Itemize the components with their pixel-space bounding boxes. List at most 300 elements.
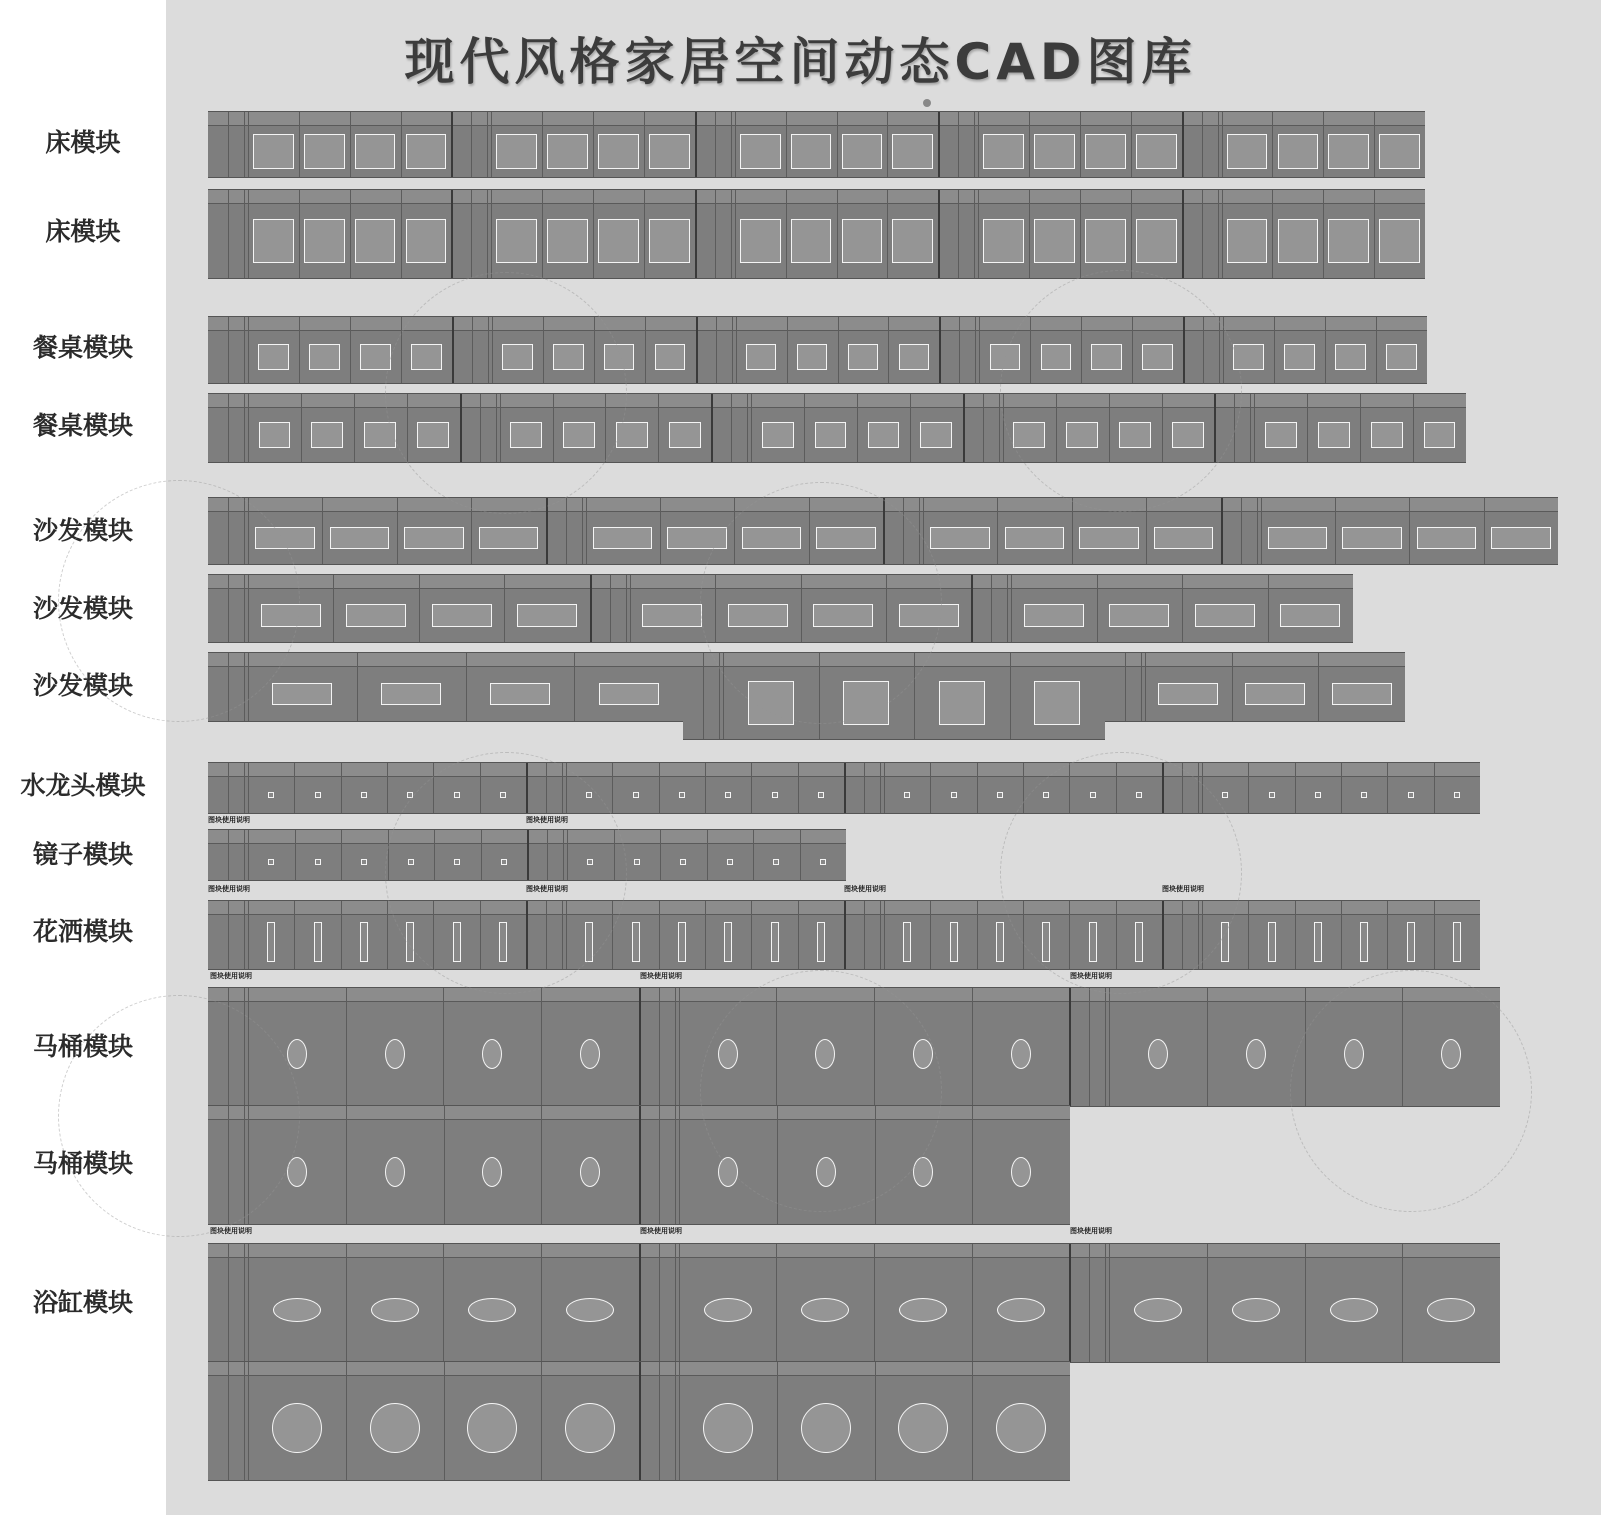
bed-block-icon [843, 681, 889, 725]
column-divider [978, 112, 979, 177]
strip-header [208, 394, 1466, 408]
column-divider [248, 190, 249, 278]
column-divider [1218, 112, 1219, 177]
column-divider [294, 763, 295, 813]
sofa-block-icon [1109, 604, 1169, 626]
column-divider [248, 901, 249, 969]
toilet-block-icon [482, 1039, 502, 1069]
column-divider [731, 394, 732, 462]
column-divider [1182, 901, 1183, 969]
column-divider [1360, 394, 1361, 462]
block-caption: 图块使用说明 [1162, 885, 1204, 893]
column-divider [857, 394, 858, 462]
table-block-icon [553, 344, 584, 370]
toilet-block-icon [1246, 1039, 1266, 1069]
cad-strip [208, 393, 1466, 463]
column-divider [228, 763, 229, 813]
group-divider [460, 394, 462, 462]
column-divider [1029, 190, 1030, 278]
group-divider [1182, 190, 1184, 278]
block-caption: 图块使用说明 [208, 885, 250, 893]
bed-block-icon [892, 134, 933, 169]
column-divider [488, 317, 489, 383]
column-divider [804, 394, 805, 462]
column-divider [736, 317, 737, 383]
column-divider [357, 653, 358, 721]
column-divider [244, 901, 245, 969]
column-divider [228, 653, 229, 721]
column-divider [244, 988, 245, 1106]
sofa-block-icon [255, 527, 315, 549]
table-block-icon [604, 344, 635, 370]
shower-block-icon [678, 922, 686, 962]
bed-block-icon [406, 219, 447, 263]
table-block-icon [360, 344, 391, 370]
column-divider [919, 498, 920, 564]
column-divider [705, 763, 706, 813]
column-divider [972, 1106, 973, 1224]
group-divider [639, 1362, 641, 1480]
column-divider [1434, 763, 1435, 813]
column-divider [716, 317, 717, 383]
column-divider [978, 190, 979, 278]
sofa-block-icon [1154, 527, 1214, 549]
column-divider [747, 394, 748, 462]
bathtub-block-icon [997, 1298, 1045, 1322]
column-divider [1202, 112, 1203, 177]
column-divider [999, 394, 1000, 462]
sofa-block-icon [813, 604, 873, 626]
column-divider [487, 190, 488, 278]
faucet-block-icon [408, 859, 414, 865]
column-divider [612, 901, 613, 969]
column-divider [346, 1244, 347, 1362]
column-divider [798, 901, 799, 969]
column-divider [434, 830, 435, 880]
shower-block-icon [724, 922, 732, 962]
column-divider [350, 190, 351, 278]
column-divider [874, 988, 875, 1106]
column-divider [481, 830, 482, 880]
bed-block-icon [304, 134, 345, 169]
table-block-icon [848, 344, 879, 370]
column-divider [444, 1106, 445, 1224]
sofa-block-icon [1280, 604, 1340, 626]
column-divider [443, 988, 444, 1106]
cad-strip [208, 1361, 1070, 1481]
bed-block-icon [1328, 134, 1369, 169]
column-divider [605, 394, 606, 462]
faucet-block-icon [268, 859, 274, 865]
bed-block-icon [253, 134, 294, 169]
column-divider [244, 575, 245, 642]
column-divider [1089, 988, 1090, 1106]
strip-header [1105, 653, 1405, 667]
column-divider [1202, 901, 1203, 969]
bed-block-icon [304, 219, 345, 263]
bed-block-icon [253, 219, 294, 263]
group-divider [938, 112, 940, 177]
table-block-icon [1172, 422, 1204, 448]
block-caption: 图块使用说明 [1070, 1227, 1112, 1235]
strip-header [208, 112, 1425, 126]
column-divider [659, 763, 660, 813]
column-divider [248, 830, 249, 880]
column-divider [958, 112, 959, 177]
shower-block-icon [453, 922, 461, 962]
column-divider [1131, 190, 1132, 278]
bed-block-icon [791, 219, 832, 263]
bed-block-icon [355, 134, 396, 169]
sofa-block-icon [261, 604, 321, 626]
faucet-block-icon [315, 859, 321, 865]
column-divider [248, 575, 249, 642]
sofa-block-icon [272, 683, 332, 706]
bed-block-icon [740, 219, 781, 263]
cad-strip [208, 652, 683, 722]
faucet-block-icon [1222, 792, 1228, 798]
bed-block-icon [1136, 219, 1177, 263]
page-title: 现代风格家居空间动态CAD图库 [404, 33, 1197, 91]
column-divider [228, 830, 229, 880]
bed-block-icon [1085, 219, 1126, 263]
column-divider [1116, 901, 1117, 969]
group-divider [939, 317, 941, 383]
table-block-icon [417, 422, 449, 448]
toilet-block-icon [385, 1039, 405, 1069]
column-divider [614, 830, 615, 880]
column-divider [884, 901, 885, 969]
bed-block-icon [598, 219, 639, 263]
column-divider [1023, 763, 1024, 813]
bed-block-icon [1379, 134, 1420, 169]
column-divider [322, 498, 323, 564]
bathtub-block-icon [565, 1403, 615, 1453]
shower-block-icon [1221, 922, 1229, 962]
faucet-block-icon [501, 859, 507, 865]
strip-header [208, 653, 683, 667]
column-divider [959, 317, 960, 383]
column-divider [751, 901, 752, 969]
column-divider [341, 901, 342, 969]
toilet-block-icon [913, 1039, 933, 1069]
faucet-block-icon [997, 792, 1003, 798]
column-divider [350, 112, 351, 177]
column-divider [228, 901, 229, 969]
shower-block-icon [1135, 922, 1143, 962]
column-divider [346, 988, 347, 1106]
bed-block-icon [547, 134, 588, 169]
column-divider [228, 394, 229, 462]
column-divider [1219, 317, 1220, 383]
column-divider [1484, 498, 1485, 564]
column-divider [997, 498, 998, 564]
faucet-block-icon [587, 859, 593, 865]
group-divider [883, 498, 885, 564]
toilet-block-icon [580, 1157, 600, 1187]
faucet-block-icon [500, 792, 506, 798]
column-divider [1387, 901, 1388, 969]
bed-block-icon [1227, 134, 1268, 169]
column-divider [563, 830, 564, 880]
block-caption: 图块使用说明 [526, 816, 568, 824]
faucet-block-icon [1408, 792, 1414, 798]
column-divider [751, 763, 752, 813]
column-divider [864, 901, 865, 969]
column-divider [1223, 317, 1224, 383]
group-divider [451, 190, 453, 278]
strip-header [683, 653, 1105, 667]
group-divider [1069, 1244, 1071, 1362]
faucet-block-icon [1315, 792, 1321, 798]
column-divider [594, 317, 595, 383]
column-divider [1182, 575, 1183, 642]
table-block-icon [1424, 422, 1456, 448]
column-divider [387, 901, 388, 969]
block-caption: 图块使用说明 [526, 885, 568, 893]
sofa-block-icon [728, 604, 788, 626]
column-divider [679, 988, 680, 1106]
column-divider [734, 498, 735, 564]
column-divider [1413, 394, 1414, 462]
block-caption: 图块使用说明 [1070, 972, 1112, 980]
sofa-block-icon [1024, 604, 1084, 626]
column-divider [244, 830, 245, 880]
column-divider [801, 575, 802, 642]
table-block-icon [920, 422, 952, 448]
toilet-block-icon [385, 1157, 405, 1187]
bed-block-icon [1034, 681, 1080, 725]
faucet-block-icon [680, 859, 686, 865]
sofa-block-icon [1195, 604, 1255, 626]
column-divider [1305, 988, 1306, 1106]
column-divider [977, 901, 978, 969]
block-caption: 图块使用说明 [210, 972, 252, 980]
column-divider [546, 901, 547, 969]
faucet-block-icon [773, 859, 779, 865]
column-divider [887, 190, 888, 278]
cad-strip [208, 316, 1427, 384]
faucet-block-icon [586, 792, 592, 798]
column-divider [930, 901, 931, 969]
block-caption: 图块使用说明 [844, 885, 886, 893]
bed-block-icon [748, 681, 794, 725]
column-divider [777, 1362, 778, 1480]
bathtub-block-icon [1427, 1298, 1475, 1322]
column-divider [1089, 1244, 1090, 1362]
column-divider [593, 112, 594, 177]
group-divider [971, 575, 973, 642]
bed-block-icon [1034, 219, 1075, 263]
table-block-icon [868, 422, 900, 448]
group-divider [639, 988, 641, 1106]
column-divider [1207, 1244, 1208, 1362]
column-divider [1003, 394, 1004, 462]
column-divider [294, 901, 295, 969]
column-divider [776, 988, 777, 1106]
column-divider [466, 653, 467, 721]
bathtub-block-icon [801, 1298, 849, 1322]
bathtub-block-icon [468, 1298, 516, 1322]
column-divider [880, 763, 881, 813]
column-divider [930, 763, 931, 813]
strip-header [208, 317, 1427, 331]
column-divider [541, 1106, 542, 1224]
bed-block-icon [1227, 219, 1268, 263]
bed-block-icon [649, 134, 690, 169]
column-divider [1056, 394, 1057, 462]
table-block-icon [510, 422, 542, 448]
row-label: 餐桌模块 [32, 333, 133, 362]
column-divider [675, 1362, 676, 1480]
shower-block-icon [1042, 922, 1050, 962]
column-divider [248, 1362, 249, 1480]
column-divider [1248, 763, 1249, 813]
bed-block-icon [791, 134, 832, 169]
table-block-icon [259, 422, 291, 448]
strip-header [208, 1244, 1500, 1258]
column-divider [837, 190, 838, 278]
sofa-block-icon [1268, 527, 1328, 549]
column-divider [228, 112, 229, 177]
group-divider [639, 1244, 641, 1362]
bathtub-block-icon [566, 1298, 614, 1322]
column-divider [553, 394, 554, 462]
column-divider [679, 1106, 680, 1224]
column-divider [1248, 901, 1249, 969]
column-divider [496, 394, 497, 462]
column-divider [1207, 988, 1208, 1106]
group-divider [451, 112, 453, 177]
table-block-icon [1386, 344, 1417, 370]
column-divider [574, 653, 575, 721]
column-divider [838, 317, 839, 383]
sofa-block-icon [479, 527, 539, 549]
row-label: 水龙头模块 [20, 771, 146, 800]
toilet-block-icon [1344, 1039, 1364, 1069]
column-divider [723, 653, 724, 739]
column-divider [1116, 763, 1117, 813]
column-divider [354, 394, 355, 462]
column-divider [1010, 653, 1011, 739]
column-divider [675, 988, 676, 1106]
sofa-block-icon [1491, 527, 1551, 549]
faucet-block-icon [1454, 792, 1460, 798]
table-block-icon [1284, 344, 1315, 370]
faucet-block-icon [1361, 792, 1367, 798]
column-divider [1323, 112, 1324, 177]
column-divider [388, 830, 389, 880]
column-divider [248, 1244, 249, 1362]
column-divider [433, 763, 434, 813]
group-divider [1162, 763, 1164, 813]
column-divider [705, 901, 706, 969]
faucet-block-icon [268, 792, 274, 798]
column-divider [1218, 190, 1219, 278]
column-divider [1141, 653, 1142, 721]
column-divider [1011, 575, 1012, 642]
column-divider [248, 653, 249, 721]
column-divider [1222, 190, 1223, 278]
column-divider [1203, 317, 1204, 383]
cad-strip [208, 829, 846, 881]
column-divider [566, 498, 567, 564]
column-divider [541, 1244, 542, 1362]
column-divider [543, 317, 544, 383]
column-divider [228, 1244, 229, 1362]
column-divider [346, 1106, 347, 1224]
bathtub-block-icon [898, 1403, 948, 1453]
toilet-block-icon [718, 1157, 738, 1187]
group-divider [1214, 394, 1216, 462]
column-divider [1250, 394, 1251, 462]
faucet-block-icon [951, 792, 957, 798]
column-divider [974, 112, 975, 177]
bed-block-icon [1328, 219, 1369, 263]
table-block-icon [797, 344, 828, 370]
column-divider [819, 653, 820, 739]
column-divider [1274, 317, 1275, 383]
column-divider [1268, 575, 1269, 642]
sofa-block-icon [1079, 527, 1139, 549]
column-divider [975, 317, 976, 383]
column-divider [645, 317, 646, 383]
faucet-block-icon [818, 792, 824, 798]
column-divider [974, 190, 975, 278]
column-divider [1069, 901, 1070, 969]
column-divider [491, 112, 492, 177]
column-divider [1241, 498, 1242, 564]
column-divider [972, 1244, 973, 1362]
column-divider [228, 988, 229, 1106]
bed-block-icon [355, 219, 396, 263]
group-divider [526, 901, 528, 969]
column-divider [612, 763, 613, 813]
column-divider [837, 112, 838, 177]
bed-block-icon [1136, 134, 1177, 169]
column-divider [1318, 653, 1319, 721]
cad-strip [208, 189, 1425, 279]
column-divider [350, 317, 351, 383]
bed-block-icon [842, 134, 883, 169]
column-divider [301, 394, 302, 462]
column-divider [703, 653, 704, 739]
cad-strip [208, 1243, 1500, 1363]
toilet-block-icon [718, 1039, 738, 1069]
column-divider [546, 763, 547, 813]
table-block-icon [563, 422, 595, 448]
bathtub-block-icon [272, 1403, 322, 1453]
column-divider [299, 317, 300, 383]
faucet-block-icon [315, 792, 321, 798]
column-divider [333, 575, 334, 642]
bed-block-icon [892, 219, 933, 263]
table-block-icon [655, 344, 686, 370]
column-divider [626, 575, 627, 642]
faucet-block-icon [725, 792, 731, 798]
toilet-block-icon [1011, 1157, 1031, 1187]
toilet-block-icon [287, 1157, 307, 1187]
column-divider [248, 1106, 249, 1224]
column-divider [1072, 498, 1073, 564]
column-divider [1198, 763, 1199, 813]
column-divider [1132, 317, 1133, 383]
column-divider [1030, 317, 1031, 383]
column-divider [407, 394, 408, 462]
shower-block-icon [585, 922, 593, 962]
column-divider [875, 1362, 876, 1480]
column-divider [248, 317, 249, 383]
